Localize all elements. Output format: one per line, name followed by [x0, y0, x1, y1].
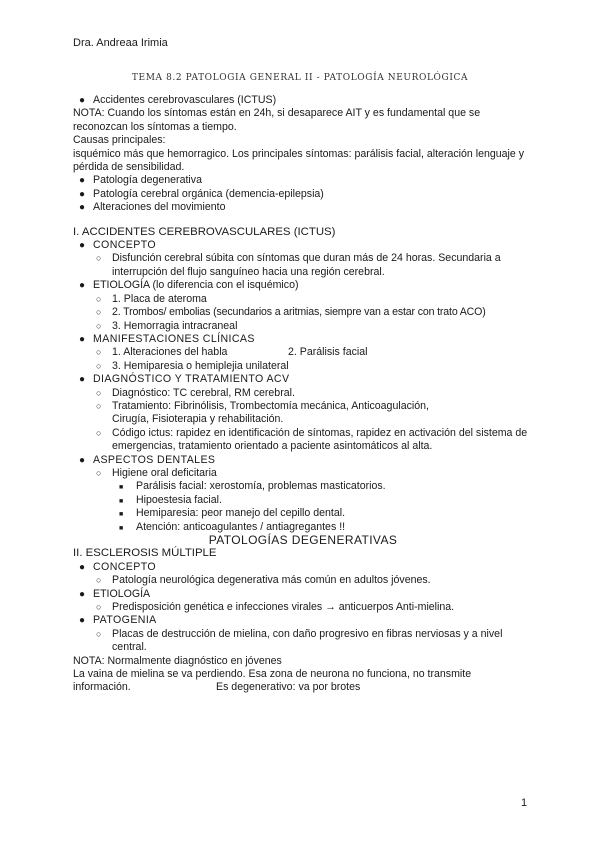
bullet-circle-icon: ○ — [96, 628, 102, 639]
bullet-circle-icon: ○ — [96, 360, 102, 371]
bullet-circle-icon: ○ — [96, 467, 102, 478]
list-item: ● DIAGNÓSTICO Y TRATAMIENTO ACV — [79, 373, 290, 386]
list-item: ○ Patología neurológica degenerativa más común en adultos jóvenes. — [96, 574, 431, 587]
bullet-circle-icon: ○ — [96, 602, 102, 613]
list-item: ○ Placas de destrucción de mielina, con daño progresivo en fibras nerviosas y a nivel central. — [96, 627, 503, 654]
list-item: ● ETIOLOGÍA — [79, 587, 151, 600]
list-item: ■ Hipoestesia facial. — [73, 494, 533, 507]
list-item: ● PATOGENIA — [79, 614, 157, 627]
bullet-circle-icon: ○ — [96, 400, 102, 411]
bullet-dot-icon: ● — [79, 333, 86, 345]
list-item: ● MANIFESTACIONES CLÍNICAS — [79, 332, 255, 345]
document-body — [73, 94, 533, 695]
bullet-dot-icon: ● — [79, 588, 86, 600]
bullet-dot-icon: ● — [79, 240, 86, 252]
list-item: ○ 3. Hemiparesia o hemiplejia unilateral — [96, 359, 289, 372]
list-item: ● CONCEPTO — [79, 239, 157, 252]
bullet-circle-icon: ○ — [96, 347, 102, 358]
bullet-square-icon: ■ — [119, 524, 124, 532]
bullet-dot-icon: ● — [79, 95, 86, 106]
bullet-circle-icon: ○ — [96, 427, 102, 438]
note-text: NOTA: Cuando los síntomas están en 24h, si desaparece AIT y es fundamental que se reconozcan los síntomas a tiempo. — [73, 107, 481, 133]
list-item: ● CONCEPTO — [79, 560, 157, 573]
list-item: ■ Parálisis facial: xerostomía, problemas masticatorios. — [73, 480, 533, 493]
list-item: ○ Disfunción cerebral súbita con síntomas que duran más de 24 horas. Secundaria a interrupción del flujo sanguíneo hacia una región cerebral. — [96, 252, 501, 278]
bullet-square-icon: ■ — [119, 484, 124, 492]
page-number: 1 — [521, 797, 528, 809]
list-item: ○ Predisposición genética e infecciones virales → anticuerpos Anti-mielina. — [96, 601, 455, 614]
bullet-circle-icon: ○ — [96, 387, 102, 398]
bullet-dot-icon: ● — [79, 280, 86, 292]
causes-label: Causas principales: — [73, 134, 166, 147]
list-item: ○ 1. Alteraciones del habla 2. Parálisis facial — [96, 346, 368, 359]
list-item: ● ASPECTOS DENTALES — [79, 453, 216, 466]
list-item: ● ETIOLOGÍA (lo diferencia con el isquémico) — [79, 279, 299, 292]
author-name: Dra. Andreaa Irimia — [73, 37, 168, 49]
document-title: TEMA 8.2 PATOLOGIA GENERAL II - PATOLOGÍA NEUROLÓGICA — [131, 73, 469, 83]
list-item: ● Patología cerebral orgánica (demencia-epilepsia) — [79, 187, 324, 200]
bullet-dot-icon: ● — [79, 454, 86, 466]
list-item: ○ Tratamiento: Fibrinólisis, Trombectomía mecánica, Anticoagulación, Cirugía, Fisioterapia y rehabilitación. — [96, 399, 429, 426]
list-item: ● Patología degenerativa — [79, 174, 202, 187]
list-item: ● Accidentes cerebrovasculares (ICTUS) — [79, 94, 277, 106]
bullet-circle-icon: ○ — [96, 253, 102, 264]
degenerativas-heading: PATOLOGÍAS DEGENERATIVAS — [208, 533, 398, 547]
list-item: ● Alteraciones del movimiento — [79, 201, 226, 214]
list-item: ○ 1. Placa de ateroma — [96, 292, 207, 305]
bullet-dot-icon: ● — [79, 202, 86, 214]
section-heading: I. ACCIDENTES CEREBROVASCULARES (ICTUS) — [73, 225, 336, 238]
bullet-dot-icon: ● — [79, 615, 86, 627]
list-item: ■ Hemiparesia: peor manejo del cepillo dental. — [73, 507, 533, 520]
list-item: ○ Código ictus: rapidez en identificación de síntomas, rapidez en activación del sistema de emergencias, tratamiento orientado a paciente asintomáticos al alta. — [96, 426, 528, 453]
bullet-dot-icon: ● — [79, 188, 86, 200]
body-text: información. Es degenerativo: va por brotes — [73, 681, 361, 694]
bullet-circle-icon: ○ — [96, 293, 102, 304]
section-heading: II. ESCLEROSIS MÚLTIPLE — [73, 547, 217, 560]
body-text: La vaina de mielina se va perdiendo. Esa zona de neurona no funciona, no transmite — [73, 668, 472, 681]
list-item: ○ Higiene oral deficitaria — [96, 466, 217, 479]
causes-text: isquémico más que hemorragico. Los principales síntomas: parálisis facial, alteración lenguaje y pérdida de sensibilidad. — [73, 147, 525, 174]
bullet-dot-icon: ● — [79, 374, 86, 386]
note-text: NOTA: Normalmente diagnóstico en jóvenes — [73, 654, 282, 667]
list-item: ○ 2. Trombos/ embolias (secundarios a aritmias, siempre van a estar con trato ACO) — [96, 306, 486, 319]
list-item: ○ Diagnóstico: TC cerebral, RM cerebral. — [96, 386, 295, 399]
list-item: ■ Atención: anticoagulantes / antiagregantes !! — [73, 521, 533, 534]
bullet-square-icon: ■ — [119, 511, 124, 519]
list-item: ○ 3. Hemorragia intracraneal — [96, 319, 238, 332]
bullet-dot-icon: ● — [79, 561, 86, 573]
bullet-circle-icon: ○ — [96, 307, 102, 318]
bullet-circle-icon: ○ — [96, 320, 102, 331]
bullet-circle-icon: ○ — [96, 575, 102, 586]
bullet-square-icon: ■ — [119, 497, 124, 505]
bullet-dot-icon: ● — [79, 175, 86, 187]
